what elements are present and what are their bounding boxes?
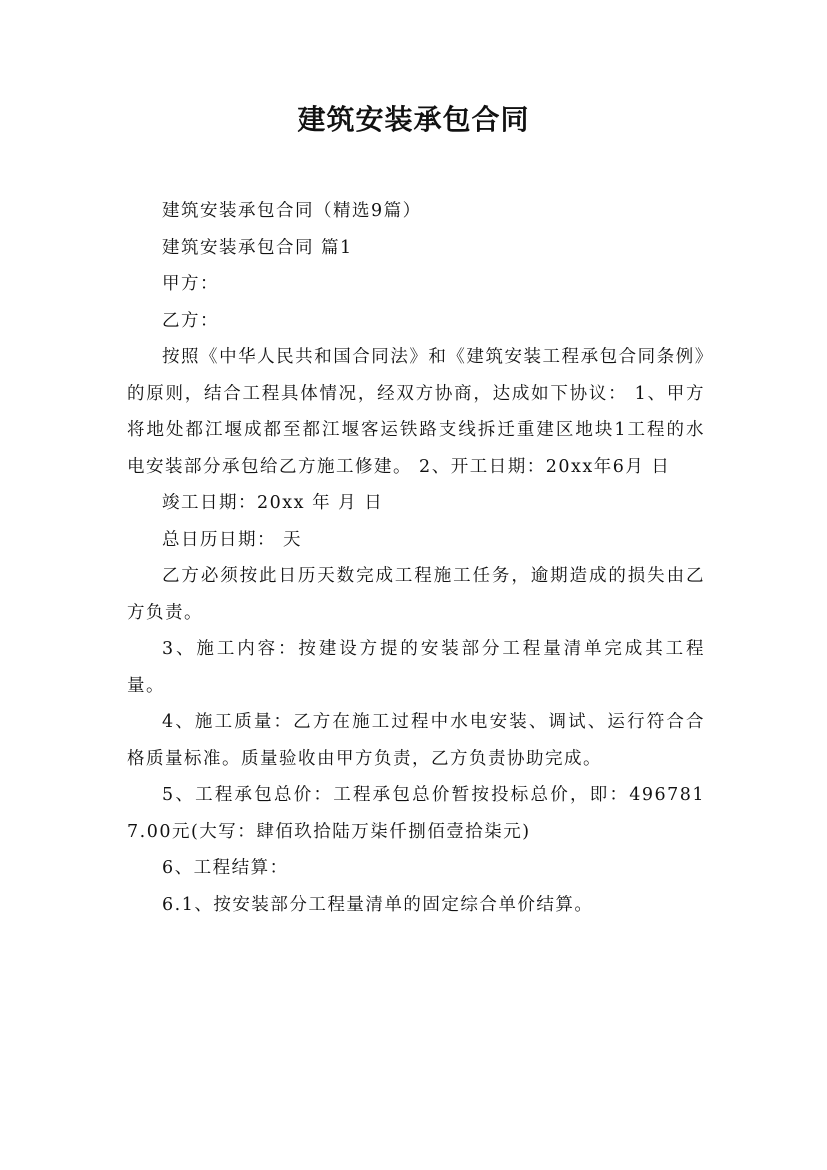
paragraph-delay-liability: 乙方必须按此日历天数完成工程施工任务，逾期造成的损失由乙方负责。 xyxy=(127,566,705,623)
paragraph-settlement-heading: 6、工程结算： xyxy=(162,858,289,878)
paragraph-construction-content: 3、施工内容：按建设方提的安装部分工程量清单完成其工程量。 xyxy=(127,639,705,696)
paragraph-construction-quality: 4、施工质量：乙方在施工过程中水电安装、调试、运行符合合格质量标准。质量验收由甲方负责，乙方负责协助完成。 xyxy=(127,712,705,769)
paragraph-collection-heading: 建筑安装承包合同（精选9篇） xyxy=(162,201,422,221)
paragraph-contract-price: 5、工程承包总价：工程承包总价暂按投标总价，即：4967817.00元(大写：肆佰玖拾陆万柒仟捌佰壹拾柒元) xyxy=(127,785,705,842)
document-body xyxy=(127,193,705,923)
document-title: 建筑安装承包合同 xyxy=(297,103,530,136)
paragraph-party-a: 甲方： xyxy=(162,274,219,294)
paragraph-total-days: 总日历日期： 天 xyxy=(162,529,303,550)
paragraph-party-b: 乙方： xyxy=(162,310,219,331)
paragraph-completion-date: 竣工日期：20xx 年 月 日 xyxy=(162,493,384,513)
paragraph-settlement-item: 6.1、按安装部分工程量清单的固定综合单价结算。 xyxy=(162,894,594,915)
paragraph-agreement-intro: 按照《中华人民共和国合同法》和《建筑安装工程承包合同条例》的原则，结合工程具体情况，经双方协商，达成如下协议： 1、甲方将地处都江堰成都至都江堰客运铁路支线拆迁重建区地块1工程的水电安装部分承包给乙方施工修建。 2、开工日期：20xx年6月 日 xyxy=(127,347,705,477)
paragraph-article-heading: 建筑安装承包合同 篇1 xyxy=(162,237,353,258)
